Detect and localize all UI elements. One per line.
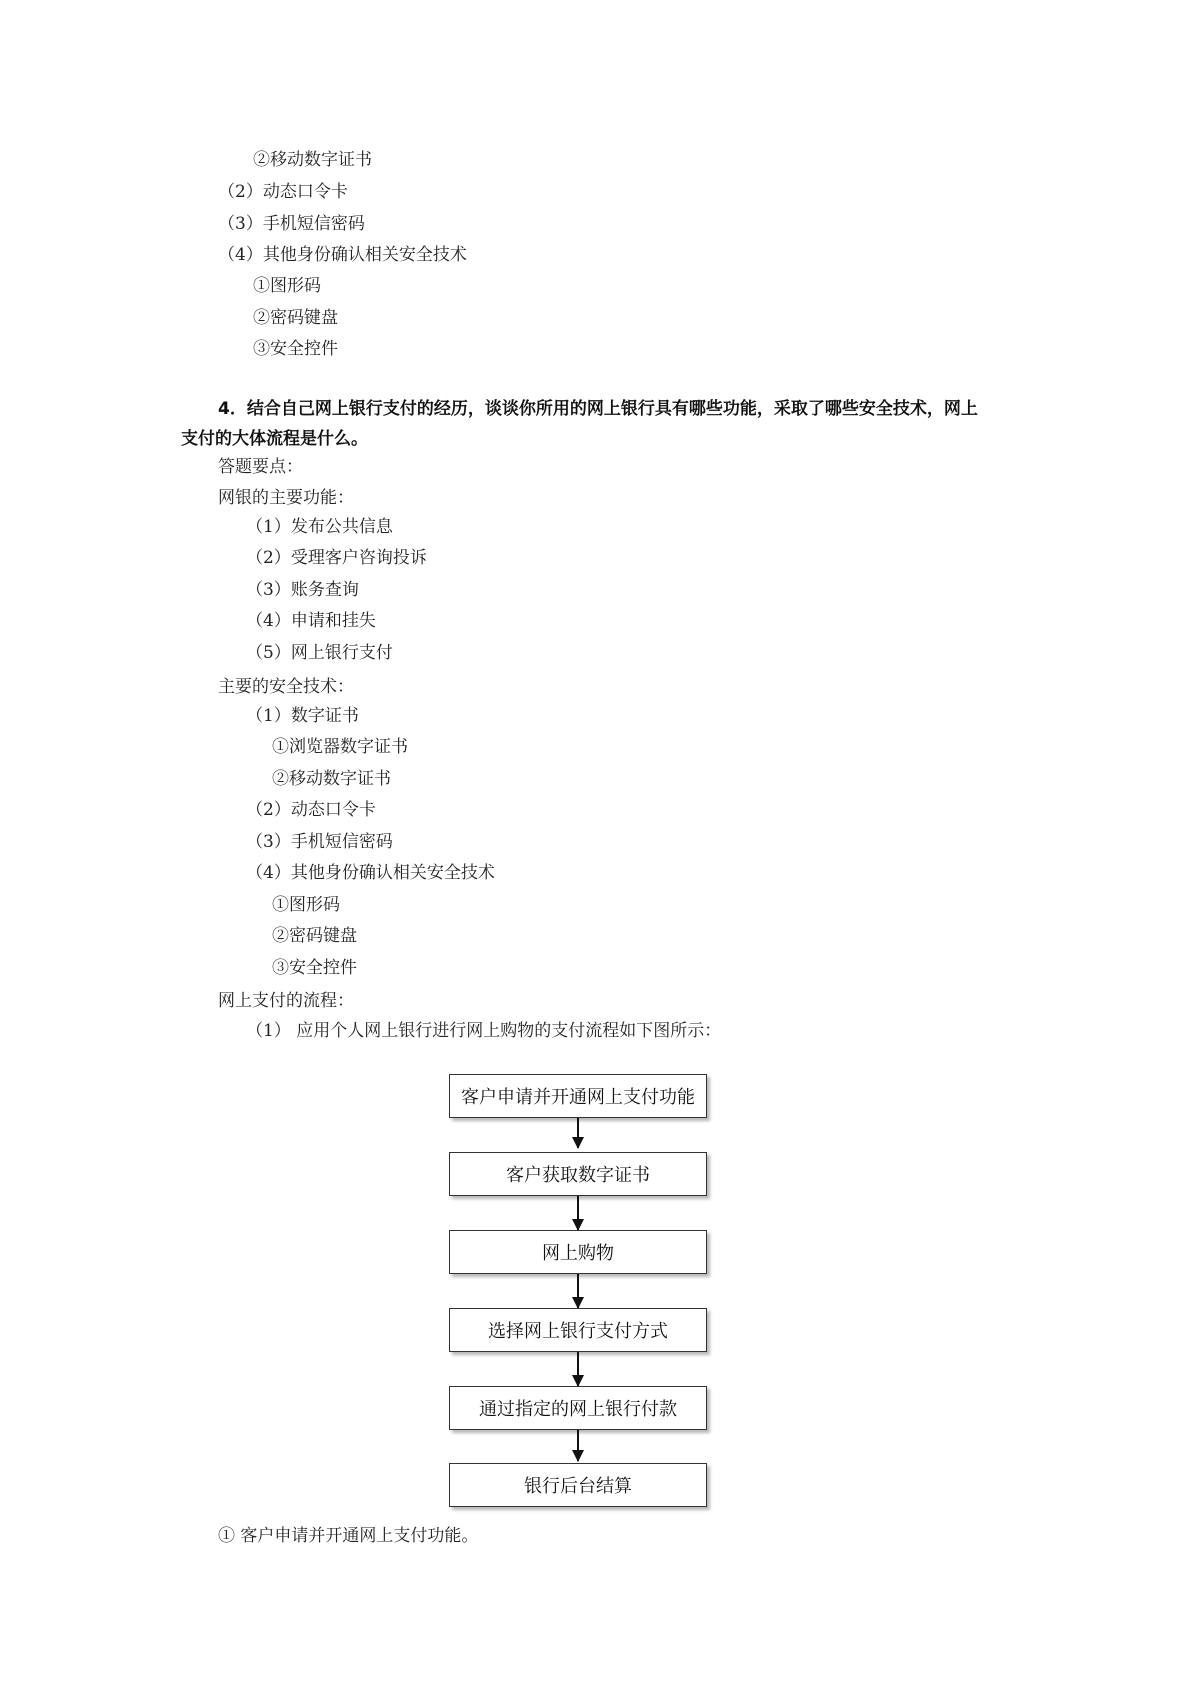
function-item: （3）账务查询 (246, 580, 359, 600)
list-item: ③安全控件 (253, 339, 338, 359)
flow-arrow (577, 1352, 579, 1386)
list-item: （3）手机短信密码 (218, 214, 365, 234)
flow-arrow (577, 1118, 579, 1148)
security-item: （3）手机短信密码 (246, 832, 393, 852)
function-item: （2）受理客户咨询投诉 (246, 548, 427, 568)
flow-step: 银行后台结算 (449, 1463, 707, 1507)
security-item: （1）数字证书 (246, 706, 359, 726)
flow-arrow (577, 1274, 579, 1308)
flow-step: 网上购物 (449, 1230, 707, 1274)
functions-heading: 网银的主要功能： (218, 488, 354, 508)
flow-arrow (577, 1196, 579, 1230)
security-item: （4）其他身份确认相关安全技术 (246, 863, 495, 883)
list-item: ②密码键盘 (253, 308, 338, 328)
process-heading: 网上支付的流程： (218, 991, 354, 1011)
function-item: （5）网上银行支付 (246, 643, 393, 663)
function-item: （1）发布公共信息 (246, 517, 393, 537)
list-item: ①图形码 (253, 276, 321, 296)
process-intro: （1） 应用个人网上银行进行网上购物的支付流程如下图所示： (246, 1021, 722, 1041)
step-1: ① 客户申请并开通网上支付功能。 (218, 1526, 479, 1546)
function-item: （4）申请和挂失 (246, 611, 376, 631)
flow-step: 客户申请并开通网上支付功能 (449, 1074, 707, 1118)
security-item: ③安全控件 (272, 958, 357, 978)
flow-step: 客户获取数字证书 (449, 1152, 707, 1196)
security-heading: 主要的安全技术： (218, 677, 354, 697)
security-item: （2）动态口令卡 (246, 800, 376, 820)
security-item: ①浏览器数字证书 (272, 737, 408, 757)
security-item: ②密码键盘 (272, 926, 357, 946)
flow-step: 通过指定的网上银行付款 (449, 1386, 707, 1430)
security-item: ②移动数字证书 (272, 769, 391, 789)
answer-label: 答题要点： (218, 457, 303, 477)
question-line-2: 支付的大体流程是什么。 (181, 429, 368, 449)
flow-step: 选择网上银行支付方式 (449, 1308, 707, 1352)
list-item: （2）动态口令卡 (218, 182, 348, 202)
security-item: ①图形码 (272, 895, 340, 915)
list-item: ②移动数字证书 (253, 150, 372, 170)
list-item: （4）其他身份确认相关安全技术 (218, 245, 467, 265)
question-line-1: 4．结合自己网上银行支付的经历，谈谈你所用的网上银行具有哪些功能，采取了哪些安全技术，网上 (218, 399, 978, 419)
flow-arrow (577, 1430, 579, 1461)
